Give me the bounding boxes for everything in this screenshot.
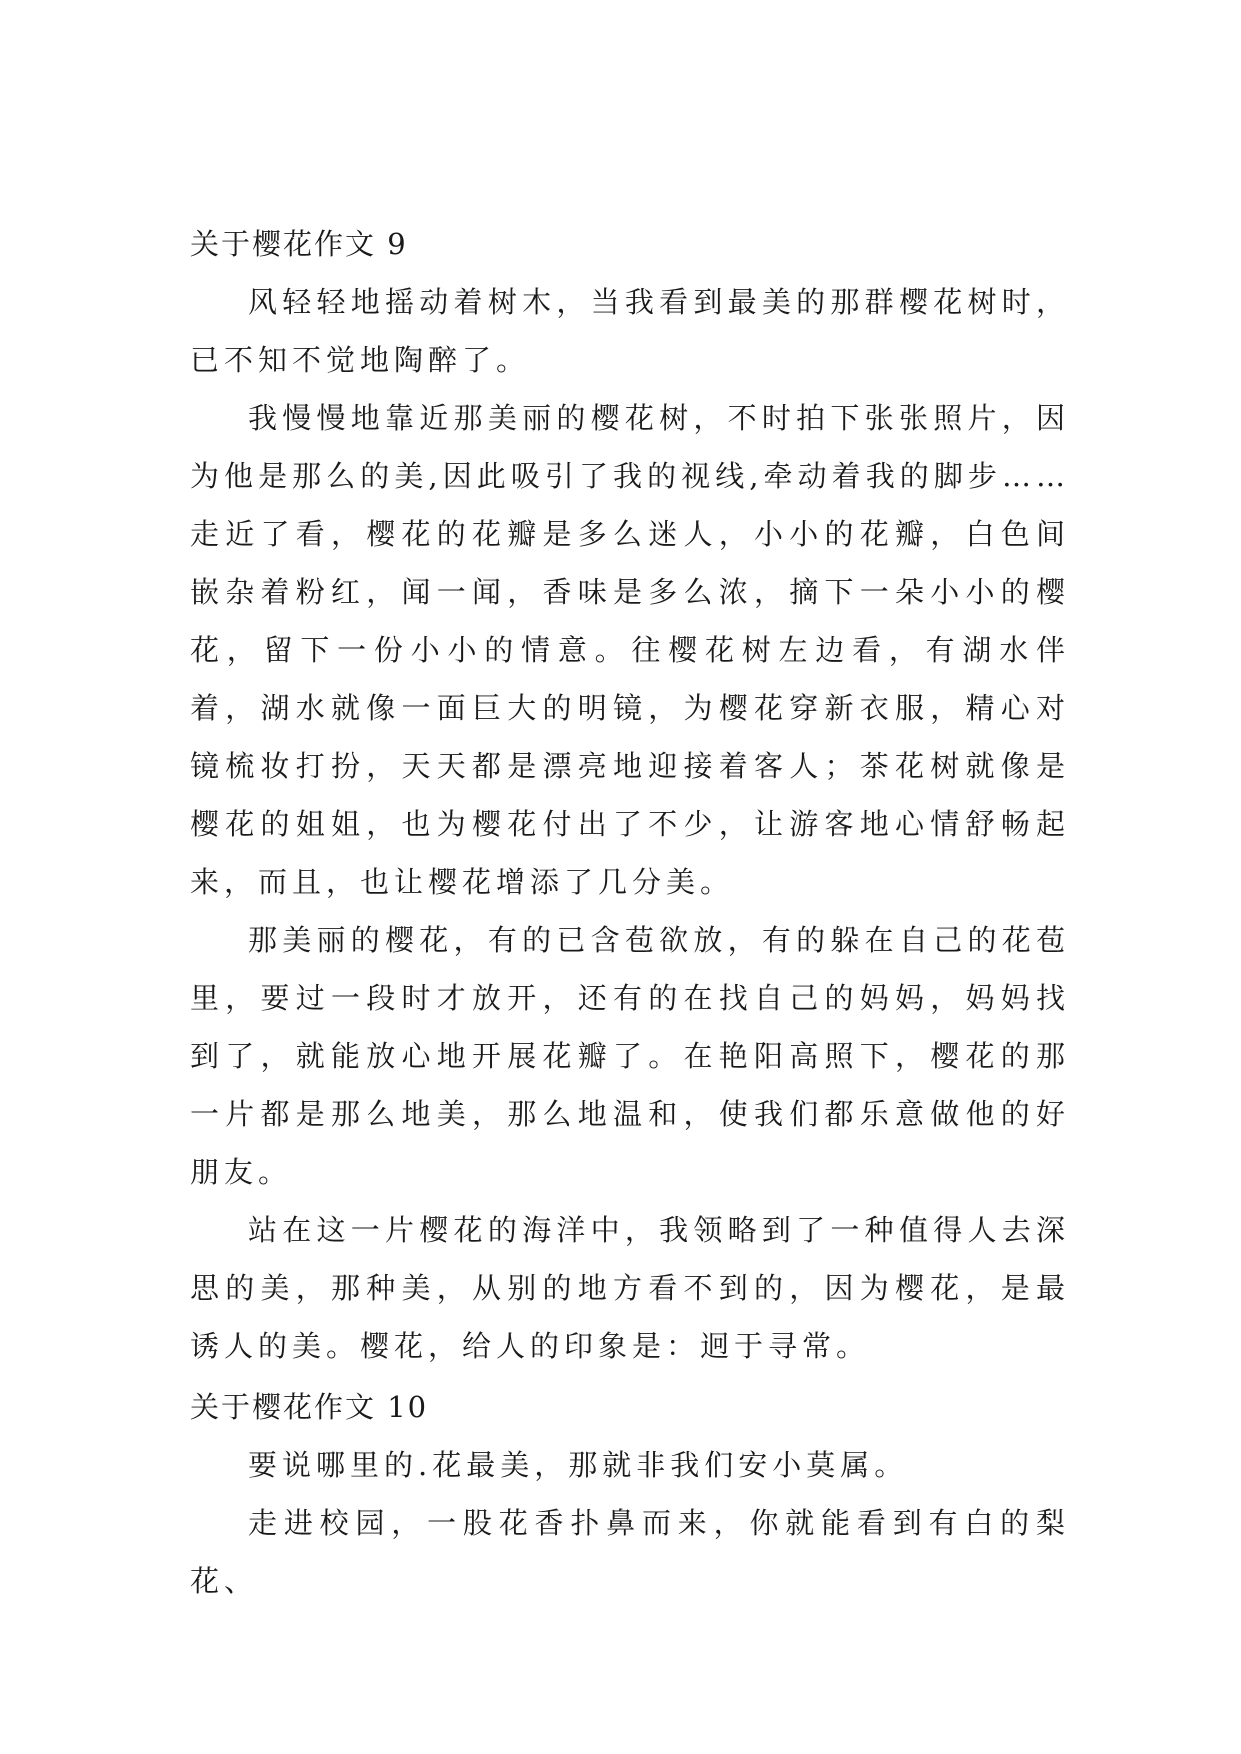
essay-title: 关于樱花作文 10 (190, 1390, 429, 1424)
essay-paragraph: 风轻轻地摇动着树木，当我看到最美的那群樱花树时，已不知不觉地陶醉了。 (190, 285, 1070, 377)
essay-section-9 (190, 215, 1070, 1375)
essay-paragraph: 走进校园，一股花香扑鼻而来，你就能看到有白的梨花、 (190, 1506, 1070, 1598)
essay-paragraph: 我慢慢地靠近那美丽的樱花树，不时拍下张张照片，因为他是那么的美,因此吸引了我的视线,牵动着我的脚步……走近了看，樱花的花瓣是多么迷人，小小的花瓣，白色间嵌杂着粉红，闻一闻，香味是多么浓，摘下一朵小小的樱花，留下一份小小的情意。往樱花树左边看，有湖水伴着，湖水就像一面巨大的明镜，为樱花穿新衣服，精心对镜梳妆打扮，天天都是漂亮地迎接着客人；茶花树就像是樱花的姐姐，也为樱花付出了不少，让游客地心情舒畅起来，而且，也让樱花增添了几分美。 (190, 401, 1070, 899)
essay-paragraph: 站在这一片樱花的海洋中，我领略到了一种值得人去深思的美，那种美，从别的地方看不到的，因为樱花，是最诱人的美。樱花，给人的印象是：迥于寻常。 (190, 1213, 1070, 1363)
essay-section-10 (190, 1378, 1070, 1610)
essay-title: 关于樱花作文 9 (190, 227, 408, 261)
essay-paragraph: 要说哪里的.花最美，那就非我们安小莫属。 (248, 1448, 909, 1482)
essay-paragraph: 那美丽的樱花，有的已含苞欲放，有的躲在自己的花苞里，要过一段时才放开，还有的在找自己的妈妈，妈妈找到了，就能放心地开展花瓣了。在艳阳高照下，樱花的那一片都是那么地美，那么地温和，使我们都乐意做他的好朋友。 (190, 923, 1070, 1189)
